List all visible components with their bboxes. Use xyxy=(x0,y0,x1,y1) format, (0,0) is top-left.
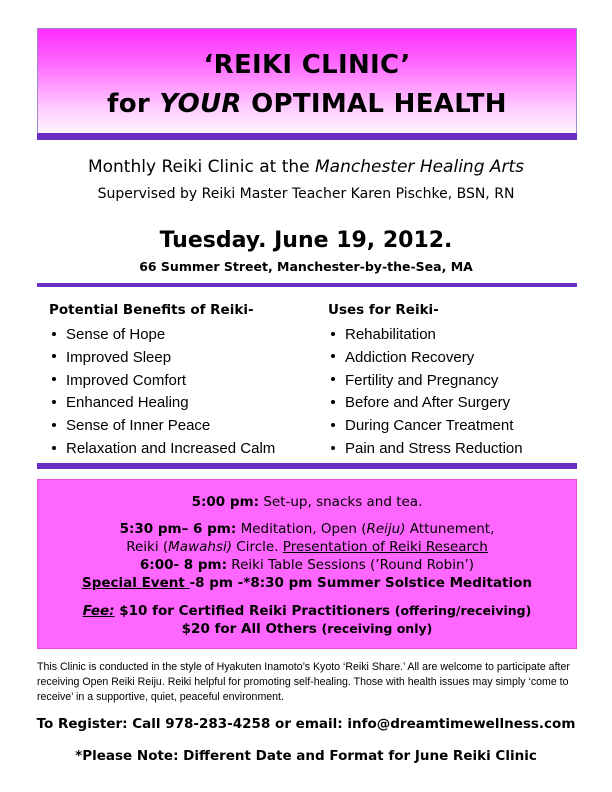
list-item: Sense of Inner Peace xyxy=(49,415,275,438)
title-divider xyxy=(37,133,577,140)
schedule-item-setup: 5:00 pm: Set-up, snacks and tea. xyxy=(191,494,423,510)
list-item: During Cancer Treatment xyxy=(328,415,523,438)
fee-line-1: Fee: $10 for Certified Reiki Practitioners (offering/receiving) xyxy=(82,603,532,619)
bullet-icon xyxy=(52,400,56,404)
schedule-item-table-sessions: 6:00- 8 pm: Reiki Table Sessions (’Round Robin’) xyxy=(139,557,475,573)
schedule-item-special-event: Special Event -8 pm -*8:30 pm Summer Solstice Meditation xyxy=(81,575,533,591)
benefits-column xyxy=(49,302,275,461)
bullet-icon xyxy=(52,377,56,381)
list-item: Addiction Recovery xyxy=(328,347,523,370)
event-address: 66 Summer Street, Manchester-by-the-Sea, MA xyxy=(139,259,473,274)
schedule-item-meditation: 5:30 pm– 6 pm: Meditation, Open (Reiju) Attunement, xyxy=(119,521,495,537)
list-item: Improved Sleep xyxy=(49,347,275,370)
uses-heading: Uses for Reiki- xyxy=(328,302,439,318)
list-item: Improved Comfort xyxy=(49,370,275,393)
bullet-icon xyxy=(52,332,56,336)
title-banner xyxy=(37,28,577,133)
list-item: Enhanced Healing xyxy=(49,392,275,415)
footer-description: This Clinic is conducted in the style of Hyakuten Inamoto’s Kyoto ‘Reiki Share.’ All are welcome to participate after receiving Open Reiki Reiju. Reiki helpful for promoting self-healing. Those with health issues may simply ‘come to receive’ in a supportive, quiet, peaceful environment. xyxy=(37,661,570,703)
bullet-icon xyxy=(52,446,56,450)
event-date: Tuesday. June 19, 2012. xyxy=(159,228,453,253)
schedule-box xyxy=(37,479,577,649)
date-change-note: *Please Note: Different Date and Format for June Reiki Clinic xyxy=(75,748,537,764)
supervisor-line: Supervised by Reiki Master Teacher Karen Pischke, BSN, RN xyxy=(97,186,515,202)
bullet-icon xyxy=(52,423,56,427)
list-item: Rehabilitation xyxy=(328,324,523,347)
title-emphasis: YOUR xyxy=(159,89,242,119)
list-item: Before and After Surgery xyxy=(328,392,523,415)
fee-line-2: $20 for All Others (receiving only) xyxy=(181,621,433,637)
bullet-icon xyxy=(52,354,56,358)
list-item: Fertility and Pregnancy xyxy=(328,370,523,393)
registration-info: To Register: Call 978-283-4258 or email: info@dreamtimewellness.com xyxy=(36,716,576,732)
list-item: Pain and Stress Reduction xyxy=(328,438,523,461)
bullet-icon xyxy=(331,446,335,450)
bullet-icon xyxy=(331,377,335,381)
bullet-icon xyxy=(331,354,335,358)
clinic-place: Manchester Healing Arts xyxy=(315,157,525,177)
title-line-1: ‘REIKI CLINIC’ xyxy=(203,50,411,80)
research-presentation-link: Presentation of Reiki Research xyxy=(282,539,488,555)
list-item: Relaxation and Increased Calm xyxy=(49,438,275,461)
schedule-item-circle: Reiki (Mawahsi) Circle. Presentation of Reiki Research xyxy=(126,539,488,555)
bullet-icon xyxy=(331,423,335,427)
intro-divider xyxy=(37,283,577,287)
clinic-line: Monthly Reiki Clinic at the Manchester Healing Arts xyxy=(87,157,525,177)
bullet-icon xyxy=(331,332,335,336)
benefits-heading: Potential Benefits of Reiki- xyxy=(49,302,254,318)
title-line-2: for YOUR OPTIMAL HEALTH xyxy=(107,89,507,119)
lists-divider xyxy=(37,463,577,469)
list-item: Sense of Hope xyxy=(49,324,275,347)
bullet-icon xyxy=(331,400,335,404)
uses-column xyxy=(328,302,523,461)
